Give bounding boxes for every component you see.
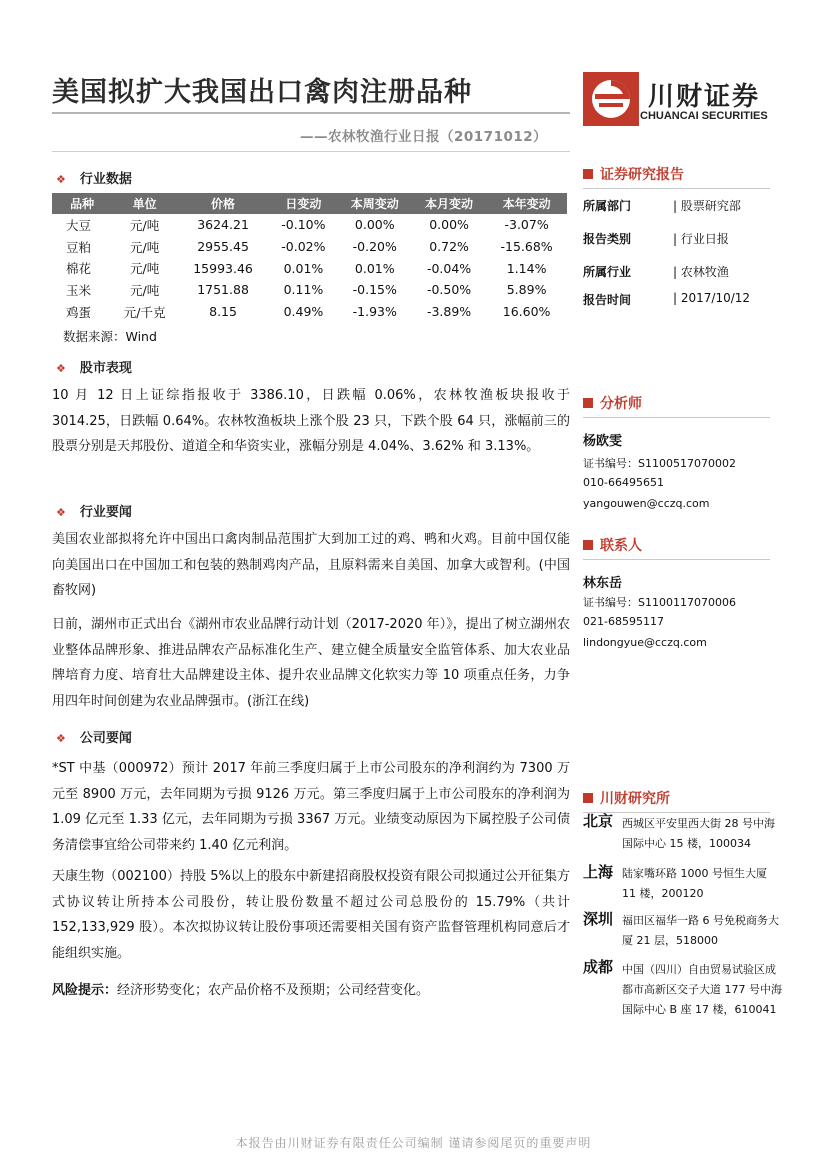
diamond-bullet-icon: ❖ — [56, 362, 66, 375]
table-cell: 玉米 — [66, 282, 92, 298]
table-cell: 鸡蛋 — [66, 304, 92, 320]
table-cell: -0.20% — [352, 239, 397, 255]
analyst-phone: 010-66495651 — [583, 476, 664, 489]
diamond-bullet-icon: ❖ — [56, 506, 66, 519]
table-cell: 0.01% — [354, 260, 395, 276]
analyst-email[interactable]: yangouwen@cczq.com — [583, 497, 710, 510]
column-header: 本年变动 — [486, 193, 567, 214]
table-cell: 棉花 — [66, 261, 92, 277]
table-row — [52, 301, 567, 323]
column-header: 价格 — [177, 193, 269, 214]
table-cell: 大豆 — [66, 217, 92, 233]
table-cell: 0.00% — [354, 217, 395, 233]
table-cell: 0.01% — [283, 260, 324, 276]
table-cell: 元/吨 — [130, 239, 160, 255]
risk-label: 风险提示： — [52, 983, 118, 998]
industry-data-table — [52, 193, 567, 322]
title-rule — [52, 112, 570, 114]
table-row — [52, 279, 567, 301]
table-cell: 元/吨 — [130, 217, 160, 233]
square-bullet-icon — [583, 169, 593, 179]
table-row — [52, 257, 567, 279]
company-news-heading: ❖ 公司要闻 — [56, 731, 132, 746]
office-address-chengdu: 中国（四川）自由贸易试验区成都市高新区交子大道 177 号中海国际中心 B 座 17 楼，610041 — [622, 963, 782, 1016]
table-cell: -0.15% — [352, 282, 397, 298]
subtitle-rule — [52, 151, 570, 152]
contact-heading: 联系人 — [583, 535, 770, 560]
table-cell: 3624.21 — [197, 217, 249, 233]
square-bullet-icon — [583, 398, 593, 408]
institute-heading: 川财研究所 — [583, 788, 770, 813]
office-address-shenzhen: 福田区福华一路 6 号免税商务大厦 21 层，518000 — [622, 914, 779, 947]
company-news-paragraph-1: *ST 中基（000972）预计 2017 年前三季度归属于上市公司股东的净利润约为 7300 万元至 8900 万元，去年同期为亏损 9126 万元。第三季度归属于上市公司股东的净利润为 1.09 亿元至 1.33 亿元，去年同期为亏损 3367 万元。业绩变动原因为下属控股子公司债务清偿事宜给公司带来约 1.40 亿元利润。 — [52, 761, 570, 853]
report-title: 美国拟扩大我国出口禽肉注册品种 — [52, 77, 472, 108]
industry-news-paragraph-1: 美国农业部拟将允许中国出口禽肉制品范围扩大到加工过的鸡、鸭和火鸡。目前中国仅能向美国出口在中国加工和包装的熟制鸡肉产品，且原料需来自美国、加拿大或智利。(中国畜牧网) — [52, 532, 570, 598]
office-address-shanghai: 陆家嘴环路 1000 号恒生大厦 11 楼，200120 — [622, 867, 767, 900]
table-header-row — [52, 193, 567, 214]
table-cell: 16.60% — [502, 304, 551, 320]
logo-chinese-name: 川财证券 — [648, 82, 761, 112]
industry-news-heading: ❖ 行业要闻 — [56, 505, 132, 520]
table-cell: -15.68% — [500, 239, 553, 255]
column-header: 日变动 — [269, 193, 337, 214]
table-cell: 2955.45 — [197, 239, 249, 255]
table-cell: -0.04% — [426, 260, 472, 276]
report-type-heading: 证券研究报告 — [583, 164, 770, 189]
column-header: 本月变动 — [412, 193, 486, 214]
table-row — [52, 236, 567, 258]
column-header: 单位 — [112, 193, 177, 214]
table-cell: 元/千克 — [123, 304, 166, 320]
industry-data-heading: ❖ 行业数据 — [56, 172, 132, 187]
contact-name: 林东岳 — [583, 576, 623, 591]
office-address-beijing: 西城区平安里西大街 28 号中海国际中心 15 楼，100034 — [622, 817, 775, 850]
contact-cert: 证书编号：S1100117070006 — [583, 596, 736, 609]
table-cell: 0.00% — [429, 217, 469, 233]
chuancai-logo-icon — [583, 72, 639, 126]
logo-english-name: CHUANCAI SECURITIES — [640, 110, 768, 122]
contact-phone: 021-68595117 — [583, 615, 664, 628]
office-city-shenzhen: 深圳 — [583, 910, 614, 928]
table-cell: 元/吨 — [130, 261, 160, 277]
table-cell: -0.02% — [281, 239, 326, 255]
square-bullet-icon — [583, 793, 593, 803]
table-cell: 5.89% — [506, 282, 547, 298]
table-cell: 1.14% — [506, 260, 547, 276]
diamond-bullet-icon: ❖ — [56, 173, 66, 186]
table-cell: 0.72% — [429, 239, 469, 255]
table-cell: 0.49% — [283, 304, 324, 320]
industry-news-paragraph-2: 日前，湖州市正式出台《湖州市农业品牌行动计划（2017-2020 年）》，提出了树立湖州农业整体品牌形象、推进品牌农产品标准化生产、建立健全质量安全监管体系、加大农业品牌培育力度、培育壮大品牌建设主体、提升农业品牌文化软实力等 10 项重点任务，力争用四年时间创建为农业品牌强市。(浙江在线) — [52, 617, 570, 709]
data-source: 数据来源：Wind — [63, 329, 157, 344]
contact-email[interactable]: lindongyue@cczq.com — [583, 636, 707, 649]
analyst-cert: 证书编号：S1100517070002 — [583, 457, 736, 470]
table-cell: 元/吨 — [130, 282, 160, 298]
table-cell: 15993.46 — [193, 260, 253, 276]
table-cell: 1751.88 — [197, 282, 249, 298]
table-cell: -3.89% — [426, 304, 472, 320]
risk-text: 经济形势变化；农产品价格不及预期；公司经营变化。 — [117, 983, 430, 998]
office-city-beijing: 北京 — [583, 812, 614, 830]
company-news-paragraph-2: 天康生物（002100）持股 5%以上的股东中新建招商股权投资有限公司拟通过公开征集方式协议转让所持本公司股份，转让股份数量不超过公司总股份的 15.79%（共计 152,133,929 股）。本次拟协议转让股份事项还需要相关国有资产监督管理机构同意后才能组织实施。 — [52, 869, 570, 961]
office-city-chengdu: 成都 — [583, 958, 614, 976]
table-cell: 0.11% — [283, 282, 324, 298]
report-subtitle: ——农林牧渔行业日报（20171012） — [300, 129, 548, 145]
table-cell: -0.50% — [426, 282, 472, 298]
table-cell: 豆粕 — [66, 239, 92, 255]
analyst-name: 杨欧雯 — [583, 434, 623, 449]
risk-warning — [52, 979, 570, 998]
market-paragraph: 10 月 12 日上证综指报收于 3386.10，日跌幅 0.06%，农林牧渔板块报收于 3014.25，日跌幅 0.64%。农林牧渔板块上涨个股 23 只，下跌个股 64 只，涨幅前三的股票分别是天邦股份、道道全和华资实业，涨幅分别是 4.04%、3.62% 和 3.13%。 — [52, 388, 570, 454]
square-bullet-icon — [583, 540, 593, 550]
diamond-bullet-icon: ❖ — [56, 732, 66, 745]
office-city-shanghai: 上海 — [583, 863, 614, 881]
column-header: 本周变动 — [338, 193, 412, 214]
market-heading: ❖ 股市表现 — [56, 361, 132, 376]
page-footer: 本报告由川财证券有限责任公司编制 谨请参阅尾页的重要声明 — [235, 1136, 592, 1150]
column-header: 品种 — [52, 193, 112, 214]
table-cell: -3.07% — [504, 217, 549, 233]
analyst-heading: 分析师 — [583, 393, 770, 418]
table-cell: -0.10% — [281, 217, 326, 233]
table-cell: 8.15 — [209, 304, 237, 320]
table-cell: -1.93% — [352, 304, 397, 320]
table-row — [52, 214, 567, 236]
